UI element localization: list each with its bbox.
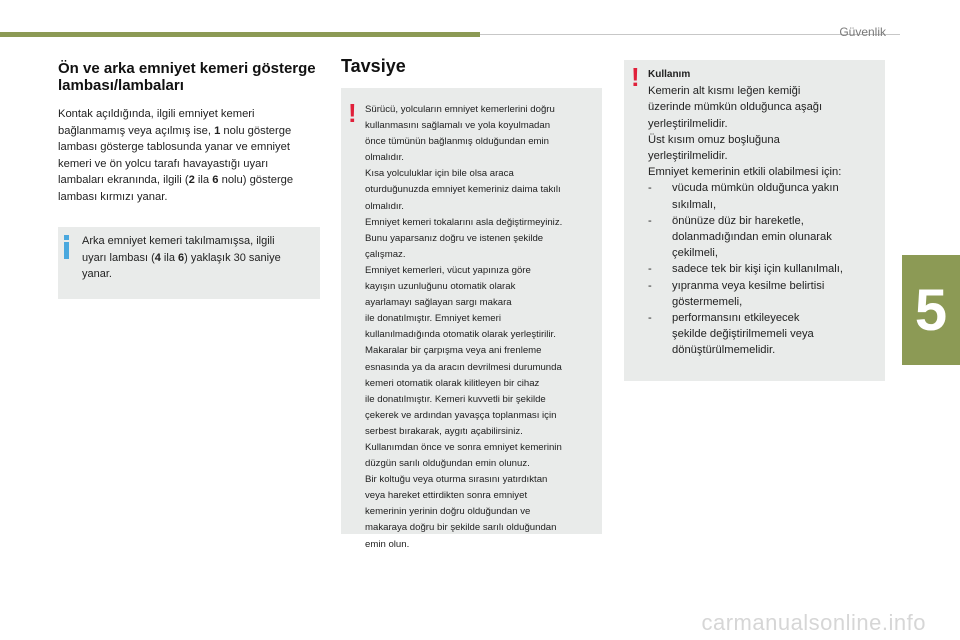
watermark: carmanualsonline.info [701,610,926,635]
usage-bullet-item [648,261,877,277]
section-title: Ön ve arka emniyet kemeri gösterge lambası/lambaları [58,60,316,94]
usage-line: Emniyet kemerinin etkili olabilmesi için: [648,166,842,179]
usage-line: Kemerin alt kısmı leğen kemiği [648,85,801,98]
advice-line: çekerek ve ardından yavaşça toplanması için [365,409,557,421]
advice-line: Emniyet kemeri tokalarını asla değiştirmeyiniz. [365,216,563,228]
bullet-line: sadece tek bir kişi için kullanılmalı, [672,263,843,276]
info-box: Arka emniyet kemeri takılmamışsa, ilgili uyarı lambası (4 ila 6) yaklaşık 30 saniye yanar. [58,227,320,299]
advice-line: olmalıdır. [365,200,404,212]
usage-line: üzerinde mümkün olduğunca aşağı [648,101,823,114]
advice-line: Kısa yolculuklar için bile olsa araca [365,168,514,180]
warning-exclamation-icon: ! [348,98,357,128]
bullet-line: şekilde değiştirilmemeli veya [672,328,814,341]
info-icon [64,235,69,259]
advice-line: kemerinin yerinin doğru olduğundan ve [365,506,531,518]
header-rule [480,34,900,35]
advice-line: olmalıdır. [365,152,404,164]
bullet-line: göstermemeli, [672,295,743,308]
advice-line: Bir koltuğu veya oturma sırasını yatırdıktan [365,474,548,486]
advice-line: veya hareket ettirdikten sonra emniyet [365,490,528,502]
bullet-line: önünüze düz bir hareketle, [672,214,804,227]
usage-line: Üst kısım omuz boşluğuna [648,133,780,146]
header-accent-bar [0,32,480,37]
advice-line: düzgün sarılı olduğundan emin olunuz. [365,458,530,470]
advice-text [365,102,598,553]
advice-line: serbest bırakarak, aygıtı açabilirsiniz. [365,425,523,437]
advice-line: Kullanımdan önce ve sonra emniyet kemerinin [365,441,562,453]
advice-line: emin olun. [365,538,410,550]
advice-line: Makaralar bir çarpışma veya ani frenleme [365,345,542,357]
bullet-line: sıkılmalı, [672,198,717,211]
advice-title: Tavsiye [341,56,406,76]
advice-line: Sürücü, yolcuların emniyet kemerlerini doğru [365,104,555,115]
advice-section [341,56,602,550]
bullet-dash: - [648,214,652,227]
advice-line: kemeri otomatik olarak kilitleyen bir cihaz [365,377,540,389]
bullet-dash: - [648,279,652,292]
advice-line: oturduğunuzda emniyet kemeriniz daima takılı [365,184,561,196]
advice-line: ayarlamayı sağlayan sargı makara [365,297,512,309]
usage-bullet-item [648,180,877,212]
seatbelt-warning-section [58,60,320,299]
warning-exclamation-icon: ! [631,62,640,92]
usage-heading: Kullanım [648,69,691,80]
bullet-dash: - [648,263,652,276]
bullet-dash: - [648,312,652,325]
advice-line: kullanmasını sağlamalı ve yola koyulmadan [365,120,551,132]
advice-line: esnasında ya da aracın devrilmesi durumunda [365,361,562,373]
bullet-line: dönüştürülmemelidir. [672,344,776,357]
advice-line: ile donatılmıştır. Emniyet kemeri [365,313,501,325]
usage-bullet-item [648,278,877,310]
advice-line: Emniyet kemerleri, vücut yapınıza göre [365,264,531,276]
usage-bullet-item [648,310,877,359]
bullet-line: yıpranma veya kesilme belirtisi [672,279,825,292]
usage-text [648,83,877,180]
advice-line: önce tümünün bağlanmış olduğundan emin [365,136,550,148]
usage-bullet-list [648,180,877,358]
advice-line: çalışmaz. [365,248,406,260]
usage-line: yerleştirilmelidir. [648,117,728,130]
advice-warning-box [341,88,602,550]
bullet-line: dolanmadığından emin olunarak [672,231,832,244]
advice-line: makaraya doğru bir şekilde sarılı olduğundan [365,522,557,534]
advice-line: Bunu yaparsanız doğru ve istenen şekilde [365,232,544,244]
bullet-line: performansını etkileyecek [672,312,800,325]
usage-bullet-item [648,213,877,262]
advice-line: kullanılmadığında otomatik olarak yerleştirilir. [365,329,556,341]
usage-warning-box [624,60,885,381]
bullet-line: vücuda mümkün olduğunca yakın [672,182,839,195]
section-label: Güvenlik [839,25,886,39]
advice-line: kayışın uzunluğunu otomatik olarak [365,281,516,293]
usage-line: yerleştirilmelidir. [648,150,728,163]
intro-paragraph: Kontak açıldığında, ilgili emniyet kemeri bağlanmamış veya açılmış ise, 1 nolu gösterge lambası gösterge tablosunda yanar ve emniyet kemeri ve ön yolcu tarafı havayastığı uyarı lambaları ekranında, ilgili (2 ila 6 nolu) gösterge lambası kırmızı yanar. [58,108,294,203]
chapter-tab: 5 [902,255,960,365]
bullet-line: çekilmeli, [672,247,719,260]
advice-line: ile donatılmıştır. Kemeri kuvvetli bir şekilde [365,393,546,405]
bullet-dash: - [648,182,652,195]
